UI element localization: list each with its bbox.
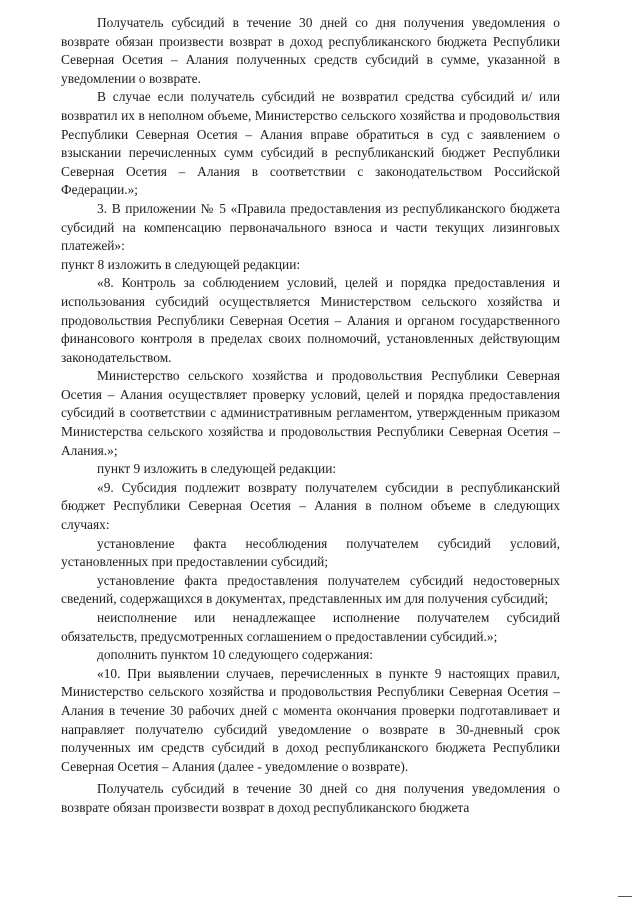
paragraph: 3. В приложении № 5 «Правила предоставления из республиканского бюджета субсидий на компенсацию первоначального взноса и части текущих лизинговых платежей»: xyxy=(61,200,560,254)
paragraph: установление факта предоставления получателем субсидий недостоверных сведений, содержащихся в документах, представленных им для получения субсидий; xyxy=(61,572,560,607)
paragraph: Получатель субсидий в течение 30 дней со дня получения уведомления о возврате обязан произвести возврат в доход республиканского бюджета xyxy=(61,781,560,815)
paragraph: дополнить пунктом 10 следующего содержания: xyxy=(97,647,374,663)
paragraph: неисполнение или ненадлежащее исполнение получателем субсидий обязательств, предусмотренных соглашением о предоставлении субсидий.»; xyxy=(61,610,560,644)
paragraph: В случае если получатель субсидий не возвратил средства субсидий и/ или возвратил их в неполном объеме, Министерство сельского хозяйства и продовольствия Республики Северная Осетия – Алания вправе обратиться в суд с заявлением о взыскании перечисленных сумм субсидий в республиканский бюджет Республики Северная Осетия – Алания в соответствии с законодательством Российской Федерации.»; xyxy=(61,89,560,198)
paragraph: Министерство сельского хозяйства и продовольствия Республики Северная Осетия – Алания осуществляет проверку условий, целей и порядка предоставления субсидий в соответствии с административным регламентом, утвержденным приказом Министерства сельского хозяйства и продовольствия Республики Северная Осетия – Алания.»; xyxy=(61,368,560,458)
scan-corner-mark xyxy=(618,896,632,897)
paragraph: пункт 8 изложить в следующей редакции: xyxy=(61,256,301,272)
paragraph: пункт 9 изложить в следующей редакции: xyxy=(97,461,337,477)
paragraph: Получатель субсидий в течение 30 дней со дня получения уведомления о возврате обязан произвести возврат в доход республиканского бюджета Республики Северная Осетия – Алания полученных средств субсидий в сумме, указанной в уведомлении о возврате. xyxy=(61,15,560,86)
paragraph: «10. При выявлении случаев, перечисленных в пункте 9 настоящих правил, Министерство сельского хозяйства и продовольствия Республики Северная Осетия – Алания в течение 30 рабочих дней с момента окончания проверки подготавливает и направляет получателю субсидий уведомление о возврате в 30-дневный срок полученных им средств субсидий в доход республиканского бюджета Республики Северная Осетия – Алания (далее - уведомление о возврате). xyxy=(61,665,560,774)
paragraph: «9. Субсидия подлежит возврату получателем субсидии в республиканский бюджет Республики Северная Осетия – Алания в полном объеме в следующих случаях: xyxy=(61,479,560,533)
paragraph: установление факта несоблюдения получателем субсидий условий, установленных при предоставлении субсидий; xyxy=(61,535,560,570)
paragraph: «8. Контроль за соблюдением условий, целей и порядка предоставления и использования субсидий осуществляется Министерством сельского хозяйства и продовольствия Республики Северная Осетия – Алания и органом государственного финансового контроля в пределах своих полномочий, установленных действующим законодательством. xyxy=(61,275,560,365)
